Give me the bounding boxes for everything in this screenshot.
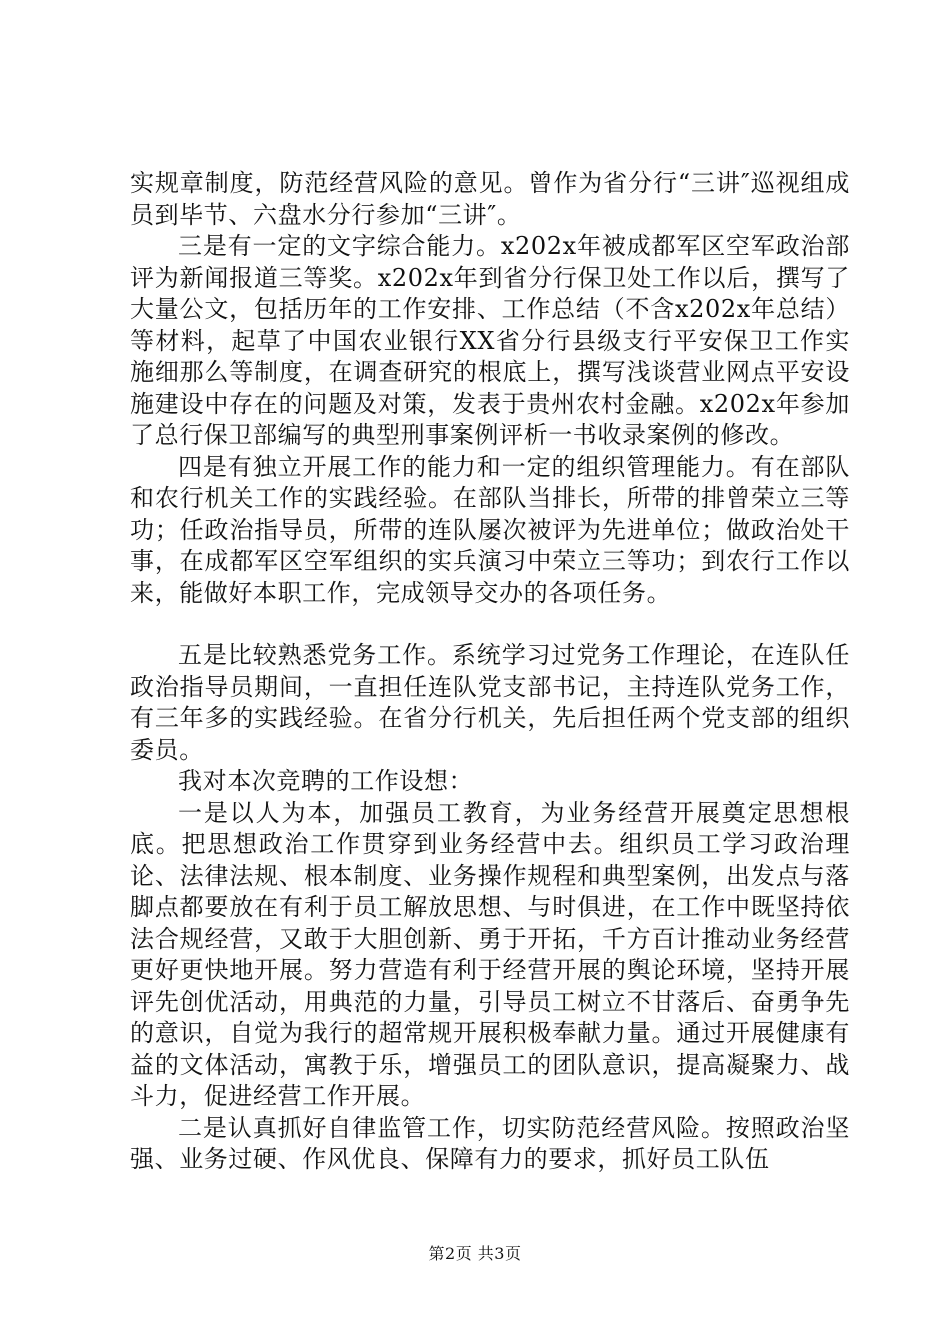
paragraph-continuation: 实规章制度，防范经营风险的意见。曾作为省分行“三讲″巡视组成员到毕节、六盘水分行参加“三讲″。 bbox=[130, 169, 850, 229]
page-number-footer: 第2页 共3页 bbox=[428, 1244, 522, 1263]
paragraph-plan-two: 二是认真抓好自律监管工作，切实防范经营风险。按照政治坚强、业务过硬、作风优良、保障有力的要求，抓好员工队伍 bbox=[130, 1113, 850, 1173]
paragraph-plan-one: 一是以人为本，加强员工教育，为业务经营开展奠定思想根底。把思想政治工作贯穿到业务经营中去。组织员工学习政治理论、法律法规、根本制度、业务操作规程和典型案例，出发点与落脚点都要放在有利于员工解放思想、与时俱进，在工作中既坚持依法合规经营，又敢于大胆创新、勇于开拓，千方百计推动业务经营更好更快地开展。努力营造有利于经营开展的舆论环境，坚持开展评先创优活动，用典范的力量，引导员工树立不甘落后、奋勇争先的意识，自觉为我行的超常规开展积极奉献力量。通过开展健康有益的文体活动，寓教于乐，增强员工的团队意识，提高凝聚力、战斗力，促进经营工作开展。 bbox=[130, 798, 850, 1110]
paragraph-party-affairs: 五是比较熟悉党务工作。系统学习过党务工作理论，在连队任政治指导员期间，一直担任连队党支部书记，主持连队党务工作，有三年多的实践经验。在省分行机关，先后担任两个党支部的组织委员。 bbox=[130, 641, 850, 764]
paragraph-writing-ability: 三是有一定的文字综合能力。x202x年被成都军区空军政治部评为新闻报道三等奖。x202x年到省分行保卫处工作以后，撰写了大量公文，包括历年的工作安排、工作总结（不含x202x年总结）等材料，起草了中国农业银行XX省分行县级支行平安保卫工作实施细那么等制度，在调查研究的根底上，撰写浅谈营业网点平安设施建设中存在的问题及对策，发表于贵州农村金融。x202x年参加了总行保卫部编写的典型刑事案例评析一书收录案例的修改。 bbox=[130, 232, 850, 449]
paragraph-work-plan-heading: 我对本次竞聘的工作设想： bbox=[178, 767, 474, 795]
document-body bbox=[130, 168, 850, 1176]
paragraph-management-ability: 四是有独立开展工作的能力和一定的组织管理能力。有在部队和农行机关工作的实践经验。在部队当排长，所带的排曾荣立三等功；任政治指导员，所带的连队屡次被评为先进单位；做政治处干事，在成都军区空军组织的实兵演习中荣立三等功；到农行工作以来，能做好本职工作，完成领导交办的各项任务。 bbox=[130, 452, 850, 607]
